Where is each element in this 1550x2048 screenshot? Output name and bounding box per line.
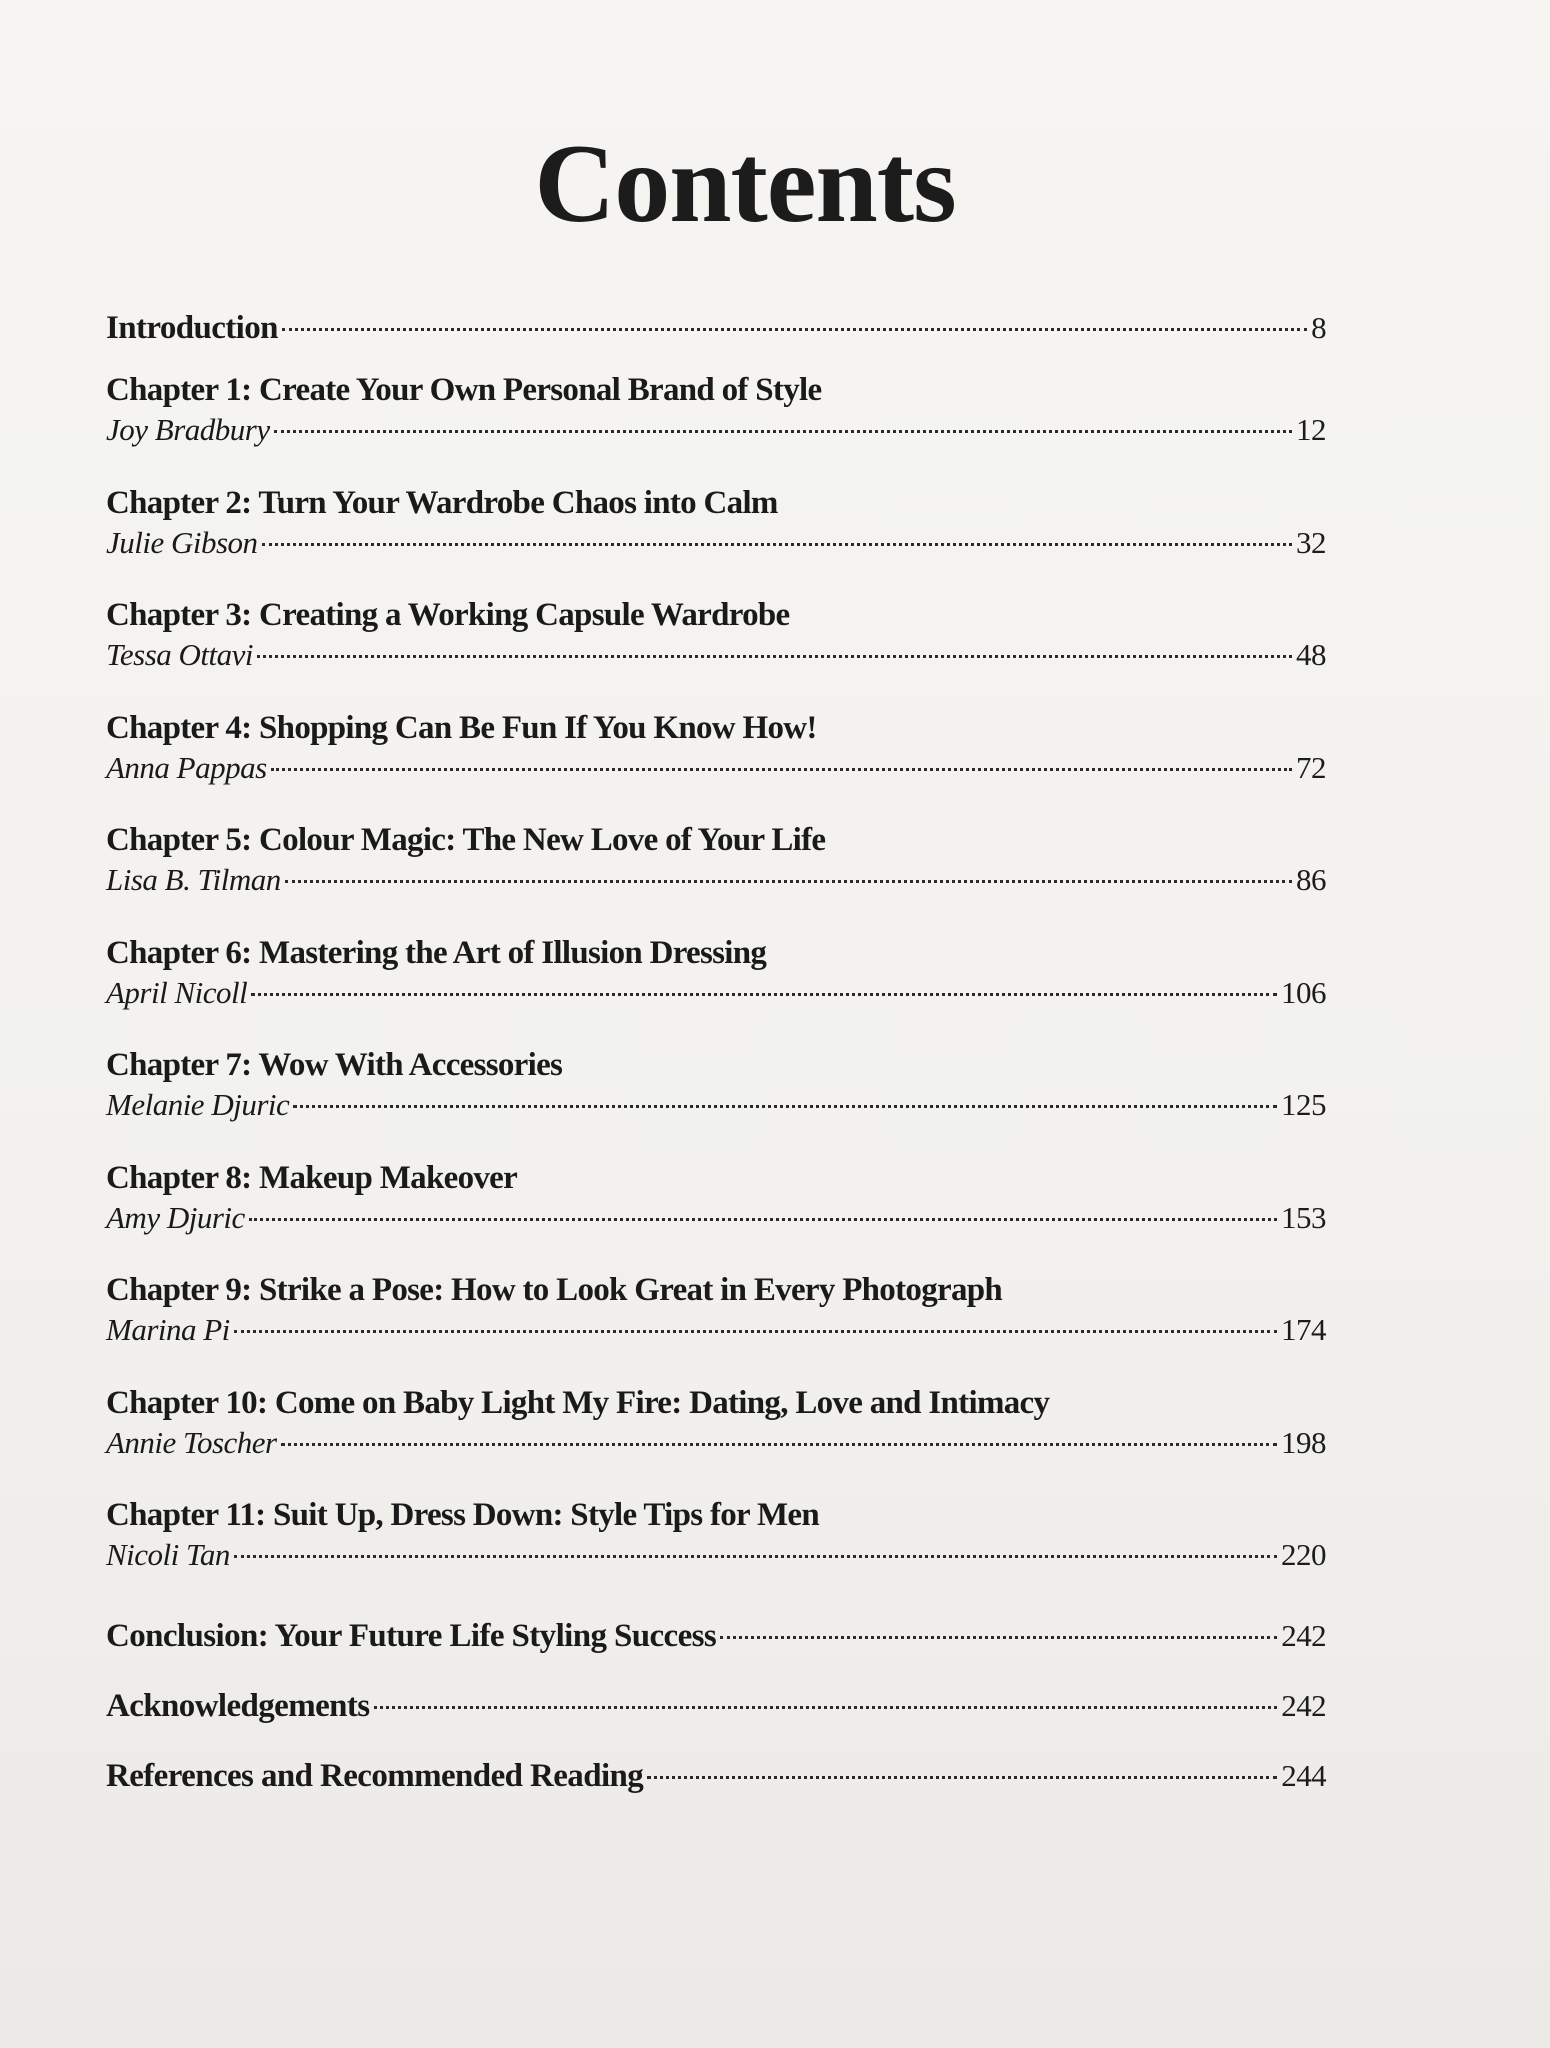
toc-page-number: 72 bbox=[1296, 749, 1326, 785]
dot-leader bbox=[374, 1706, 1278, 1709]
toc-label: Conclusion: Your Future Life Styling Success bbox=[106, 1617, 717, 1654]
dot-leader bbox=[720, 1636, 1277, 1639]
toc-page-number: 220 bbox=[1281, 1537, 1326, 1572]
dot-leader bbox=[274, 430, 1292, 433]
toc-entry-chapter-9 bbox=[106, 1270, 1326, 1383]
dot-leader bbox=[285, 880, 1292, 883]
toc-entry-introduction bbox=[106, 300, 1326, 370]
chapter-author: Julie Gibson bbox=[106, 524, 258, 560]
toc-page-number: 48 bbox=[1296, 637, 1326, 672]
toc-entry-chapter-3 bbox=[106, 595, 1326, 708]
toc-page-number: 125 bbox=[1281, 1087, 1326, 1122]
chapter-title: Chapter 8: Makeup Makeover bbox=[106, 1159, 518, 1196]
chapter-author: Tessa Ottavi bbox=[106, 637, 254, 672]
toc-entry-chapter-4 bbox=[106, 708, 1326, 821]
chapter-title: Chapter 6: Mastering the Art of Illusion Dressing bbox=[106, 934, 767, 971]
toc-label: Introduction bbox=[106, 310, 278, 346]
chapter-author: Nicoli Tan bbox=[106, 1537, 230, 1572]
chapter-title: Chapter 5: Colour Magic: The New Love of Your Life bbox=[106, 822, 826, 858]
chapter-author: Anna Pappas bbox=[106, 749, 267, 785]
toc-entry-references bbox=[106, 1748, 1326, 1818]
dot-leader bbox=[262, 543, 1292, 546]
chapter-title: Chapter 1: Create Your Own Personal Brand of Style bbox=[106, 372, 822, 408]
table-of-contents bbox=[106, 300, 1326, 1818]
toc-entry-chapter-5 bbox=[106, 820, 1326, 933]
toc-page-number: 174 bbox=[1281, 1312, 1326, 1347]
toc-page-number: 86 bbox=[1296, 862, 1326, 897]
toc-page-number: 198 bbox=[1281, 1424, 1326, 1460]
toc-label: References and Recommended Reading bbox=[106, 1757, 644, 1794]
dot-leader bbox=[282, 328, 1307, 331]
toc-page-number: 12 bbox=[1296, 412, 1326, 447]
toc-entry-chapter-10 bbox=[106, 1383, 1326, 1496]
chapter-title: Chapter 2: Turn Your Wardrobe Chaos into Calm bbox=[106, 484, 778, 521]
dot-leader bbox=[251, 993, 1277, 996]
toc-entry-chapter-6 bbox=[106, 933, 1326, 1046]
toc-page-number: 242 bbox=[1281, 1687, 1326, 1723]
toc-page-number: 242 bbox=[1281, 1617, 1326, 1653]
toc-page-number: 106 bbox=[1281, 974, 1326, 1010]
chapter-author: Lisa B. Tilman bbox=[106, 862, 281, 897]
dot-leader bbox=[293, 1105, 1277, 1108]
dot-leader bbox=[249, 1218, 1277, 1221]
dot-leader bbox=[234, 1330, 1277, 1333]
dot-leader bbox=[281, 1443, 1277, 1446]
chapter-title: Chapter 4: Shopping Can Be Fun If You Know How! bbox=[106, 709, 817, 746]
chapter-author: April Nicoll bbox=[106, 974, 248, 1010]
toc-entry-chapter-11 bbox=[106, 1495, 1326, 1608]
dot-leader bbox=[647, 1776, 1277, 1779]
toc-entry-chapter-2 bbox=[106, 483, 1326, 596]
toc-page-number: 153 bbox=[1281, 1199, 1326, 1235]
toc-page-number: 8 bbox=[1311, 310, 1326, 345]
chapter-author: Marina Pi bbox=[106, 1312, 230, 1347]
chapter-author: Amy Djuric bbox=[106, 1199, 245, 1235]
toc-entry-chapter-1 bbox=[106, 370, 1326, 483]
toc-entry-chapter-7 bbox=[106, 1045, 1326, 1158]
toc-label: Acknowledgements bbox=[106, 1687, 370, 1724]
chapter-author: Annie Toscher bbox=[106, 1424, 277, 1460]
chapter-title: Chapter 11: Suit Up, Dress Down: Style Tips for Men bbox=[106, 1497, 819, 1533]
toc-entry-conclusion bbox=[106, 1608, 1326, 1678]
dot-leader bbox=[271, 768, 1292, 771]
chapter-author: Melanie Djuric bbox=[106, 1087, 290, 1122]
toc-entry-chapter-8 bbox=[106, 1158, 1326, 1271]
toc-page-number: 244 bbox=[1281, 1757, 1326, 1793]
dot-leader bbox=[234, 1555, 1277, 1558]
toc-page-number: 32 bbox=[1296, 524, 1326, 560]
chapter-title: Chapter 10: Come on Baby Light My Fire: Dating, Love and Intimacy bbox=[106, 1384, 1050, 1421]
chapter-title: Chapter 7: Wow With Accessories bbox=[106, 1047, 563, 1083]
chapter-title: Chapter 3: Creating a Working Capsule Wardrobe bbox=[106, 597, 790, 633]
page-title: Contents bbox=[534, 122, 956, 246]
toc-entry-acknowledgements bbox=[106, 1678, 1326, 1748]
dot-leader bbox=[257, 655, 1292, 658]
chapter-author: Joy Bradbury bbox=[106, 412, 270, 447]
chapter-title: Chapter 9: Strike a Pose: How to Look Great in Every Photograph bbox=[106, 1272, 1003, 1308]
